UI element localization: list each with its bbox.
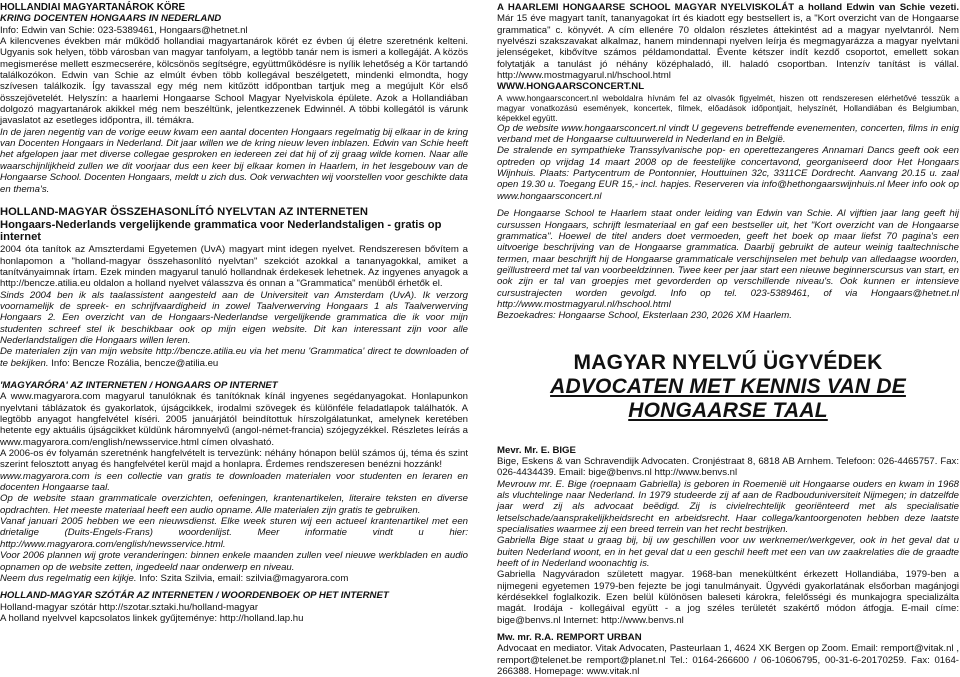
- magyarora-body-nl-4: Voor 2006 plannen wij grote veranderingen: binnen enkele maanden zullen veel nieuwe werkbladen en audio opnamen op de website zetten, ingedeeld naar onderwerp en niveau.: [0, 550, 468, 573]
- concert-body-nl-2: De stralende en sympathieke Transsylvanische pop- en operettezangeres Annamari Dancs geeft ook een optreden op vrijdag 14 maart 2008 op de feestelijke concertavond, georganiseerd door Het Hongaars Wijnhuis. Plaats: Partycentrum de Pontonnier, Houttuinen 32c, 3311CE Dordrecht. Aanvang 20.15 u. zaal open 19.30 u. Toegang EUR 15,- incl. hapjes. Reserveren via info@hethongaarswijnhuis.nl Meer info ook op www.hongaarsconcert.nl: [497, 145, 959, 202]
- lawyer-bige-nl-2: Gabriella Bige staat u graag bij, bij uw geschillen voor uw werknemer/werkgever, ook in het geval dat u buiten Nederland woont, en in het geval dat u een geschil heeft met een van uw zaakrelaties die de graadte heeft of in Nederland woonachtig is.: [497, 535, 959, 570]
- right-column: [497, 2, 959, 677]
- magyarora-body-nl: www.magyarora.com is een collectie van gratis te downloaden materialen voor studenten en leraren en docenten Hongaarse taal.: [0, 470, 468, 494]
- dictionary-link-2[interactable]: A holland nyelvvel kapcsolatos linkek gyűjteménye: http://holland.lap.hu: [0, 612, 304, 624]
- grammar-title-nl: Hongaars-Nederlands vergelijkende grammatica voor Nederlandstaligen - gratis op internet: [0, 218, 442, 244]
- grammar-body-hu: 2004 óta tanítok az Amszterdami Egyetemen (UvA) magyart mint idegen nyelvet. Rendszeresen bővítem a honlapomon a "holland-magyar összehasonlító nyelvtan" szekciót azokkal a tananyagokkal, amiket a tanítványaimnak írtam. Ezek minden magyarul tanuló hollandnak érdekesek lehetnek. Az ingyenes anyagok a http://bencze.atilia.eu oldalon a holland nyelvet válasszva és onnan a "Grammatica" menüből érhetők el.: [0, 244, 468, 290]
- magyarora-body-hu-2: A 2006-os év folyamán szeretnénk hangfelvételt is tervezünk: néhány hónapon belül számos új, téma és szint szerint felosztott anyag és hangfelvétel kerül majd a honlapra. Érdemes rendszeresen benézni hozzánk!: [0, 448, 468, 471]
- concert-body-hu: A www.hongaarsconcert.nl weboldalra hívnám fel az olvasók figyelmét, hiszen ott rendszeresen elérhetővé tesszük a magyar vonatkozású események, koncertek, filmek, előadások időpontjait, helyszínét, Hollandiában és Belgiumban, képekkel együtt.: [497, 92, 959, 123]
- concert-body-nl: Op de website www.hongaarsconcert.nl vindt U gegevens betreffende evenementen, concerten, films in enig verband met de Hongaarse cultuurwereld in Nederland en in België.: [497, 122, 959, 146]
- lawyer-bige-nl: Mevrouw mr. E. Bige (roepnaam Gabriella) is geboren in Roemenië uit Hongaarse ouders en kwam in 1968 als vluchtelinge naar Nederland. In 1979 studeerde zij af aan de Radbouduniversiteit Nijmegen; in datzelfde jaar werd zij als advocaat beëdigd. Zij is civielrechtelijk georiënteerd met als specialisatie letselschade/aansprakelijkheidsrecht en arbeidsrecht. Haar collega/kantoorgenoten hebben deze laatste specialisaties waarmee zij een breed terrein van het recht bestrijken.: [497, 478, 959, 535]
- lawyer-remport-name: Mw. mr. R.A. REMPORT URBAN: [497, 632, 642, 644]
- lawyers-title-hu: MAGYAR NYELVŰ ÜGYVÉDEK: [573, 350, 883, 374]
- lawyer-bige-address: Bige, Eskens & van Schravendijk Advocaten. Cronjéstraat 8, 6818 AB Arnhem. Telefoon: 026-4465757. Fax: 026-4434439. Email: bige@benvs.nl http://www.benvs.nl: [497, 455, 959, 479]
- school-address: Bezoekadres: Hongaarse School, Eksterlaan 230, 2026 XM Haarlem.: [497, 310, 792, 322]
- magyarora-body-nl-3: Vanaf januari 2005 hebben we een nieuwsdienst. Elke week sturen wij een actueel krantenartikel met een drietalige (Duits-Engels-Frans) woordenlijst. Meer informatie vindt u hier: http://www.magyarora.com/english/newsservice.html.: [0, 516, 468, 550]
- kring-body-nl: In de jaren negentig van de vorige eeuw kwam een aantal docenten Hongaars regelmatig bij elkaar in de kring van Docenten Hongaars in Nederland. Dit jaar willen we de kring nieuw leven inblazen. Edwin van Schie heeft het afgelopen jaar met diverse collegae gesproken en iedereen zei dat hij of zij graag wilde komen. Naar alle waarschijnlijkheid zullen we dit voorjaar dus een keer bij elkaar komen in Haarlem, in het lesgebouw van de Hongaarse School. Docenten Hongaars, meldt u zich dus. Ook verwachten wij voorstellen voor geschikte data en thema's.: [0, 126, 468, 195]
- grammar-body-nl: Sinds 2004 ben ik als taalassistent aangesteld aan de Universiteit van Amsterdam (UvA). Ik verzorg voornamelijk de spreek- en schrijfvaardigheid in zowel Taalverwerving Hongaars 1 als Taalverwerving Hongaars 2. Een overzicht van de Hongaars-Nederlandse vergelijkende grammatica die ik voor mijn studenten schreef stel ik beschikbaar ook op mijn eigen website. Dit kan interessant zijn voor alle Nederlandstaligen die Hongaars willen leren.: [0, 289, 468, 346]
- kring-info: Info: Edwin van Schie: 023-5389461, Hongaars@hetnet.nl: [0, 24, 248, 36]
- lawyer-remport-body: Advocaat en mediator. Vitak Advocaten, Pasteurlaan 1, 4624 XK Bergen op Zoom. Email: remport@vitak.nl , remport@telenet.be remport@planet.nl Tel.: 0164-266600 / 06-10606795, 00-31-6-20170259. Fax: 0164-266388. Homepage: www.vitak.nl: [497, 643, 959, 677]
- school-body-nl: De Hongaarse School te Haarlem staat onder leiding van Edwin van Schie. Al vijftien jaar lang geeft hij cursussen Hongaars, schrijft lesmateriaal en gaf een bestseller uit, het "Kort overzicht van de Hongaarse grammatica". Hoewel de titel anders doet vermoeden, geeft het boek op maar liefst 70 pagina's een uitvoerige beschrijving van de Hongaarse grammatica. Daarbij gebruikt de auteur weinig taaltechnische termen, maar beschrijft hij de Hongaarse grammaticale verschijnselen met behulp van alledaagse woorden, geïllustreerd met tal van voorbeeldzinnen. Twee keer per jaar start een nieuwe beginnerscursus van start, en ook zijn er tal van groepjes met gevorderden op verschillende niveau's. Ook kunnen er intensieve cursustrajecten worden gevolgd. Info op tel. 023-5389461, of via Hongaars@hetnet.nl http://www.mostmagyarul.nl/hschool.html: [497, 208, 959, 310]
- kring-subtitle: KRING DOCENTEN HONGAARS IN NEDERLAND: [0, 13, 222, 25]
- grammar-links-nl: De materialen zijn van mijn website http://bencze.atilia.eu via het menu 'Grammatica' direct te downloaden of te bekijken. Info: Bencze Rozália, bencze@atilia.eu: [0, 346, 468, 369]
- kring-body-hu: A kilencvenes években már működő hollandiai magyartanárok körét ez évben új életre szeretnénk kelteni. Ugyanis sok helyen, több városban van magyar tanfolyam, a legtöbb tanár nem is ismeri a kollegáját. A közös megismerése mellett eszmecserére, kölcsönös segítségre, együttműködésre is nyílik lehetőség a Kör tartandó találkozókon. Edwin van Schie az elmúlt évben több kollegával beszélgetett, mindenki elmondta, hogy szívesen találkozik. Így tavasszal egy még nem kitűzött időpontban tartjuk meg a megújult Kör első összejövetelét. Helyszín: a haarlemi Hongaarse School Magyar Nyelviskola épülete. Azok a Hollandiában dolgozó magyartanárok akikkel még nem beszéltünk, jelentkezzenek Edwinnél. A többi kollegától is várunk javaslatot az esetleges időpontra, ill. témákra.: [0, 36, 468, 127]
- magyarora-title: 'MAGYARÓRA' AZ INTERNETEN / HONGAARS OP INTERNET: [0, 380, 278, 392]
- magyarora-info: Info: Szita Szilvia, email: szilvia@magyarora.com: [139, 572, 349, 584]
- grammar-info: Info: Bencze Rozália, bencze@atilia.eu: [51, 357, 219, 369]
- dictionary-link-1[interactable]: Holland-magyar szótár http://szotar.sztaki.hu/holland-magyar: [0, 601, 259, 613]
- lawyers-title-nl: ADVOCATEN MET KENNIS VAN DE HONGAARSE TAAL: [550, 374, 906, 422]
- magyarora-body-nl-2: Op de website staan grammaticale overzichten, oefeningen, krantenartikelen, literaire teksten en diverse opdrachten. Het meeste materiaal heeft een audio opname. Alle materialen zijn gratis te gebruiken.: [0, 493, 468, 516]
- lawyer-bige-name: Mevr. Mr. E. BIGE: [497, 444, 576, 456]
- haarlem-title: A HAARLEMI HONGAARSE SCHOOL MAGYAR NYELVISKOLÁT a holland Edwin van Schie vezeti. Már 15 éve magyart tanít, tananyagokat írt és kiadott egy bestsellert is, a "Kort overzicht van de Hongaarse grammatica" c. könyvét. A cím ellenére 70 oldalon részletes áttekintést ad a magyar nyelvtanról. Nem nyelvészi szakszavakat alkalmaz, hanem mindennapi nyelven leírja és megmagyarázza a magyar nyelvtani jelenségeket, kibővítve számos példamondattal. Évente kétszer indít kezdő csoportot, emellett sokan folytatják a tanulást jó néhány középhaladó, ill. haladó csoportban. Intenzív tanítást is vállal. http://www.mostmagyarul.nl/hschool.html: [497, 2, 959, 82]
- lawyer-bige-hu: Gabriella Nagyváradon született magyar. 1968-ban menekültként érkezett Hollandiába, 1979-ben a nijmegeni egyetemen 1979-ben fejezte be jogi tanulmányait. Ügyvédi gyakorlatának elsőorban magánjogi kérdésekkel foglalkozik. Ezen belül különösen baleseti károkra, felelősségi és munkajogra specializálta magát. Irodája - kollegáival együtt - a jog széles területét szakértő módon átfogja. E-mail címe: bige@benvs.nl Internet: http://www.benvs.nl: [497, 569, 959, 626]
- magyarora-info-line: Neem dus regelmatig een kijkje. Info: Szita Szilvia, email: szilvia@magyarora.com: [0, 572, 349, 584]
- magyarora-body-hu: A www.magyarora.com magyarul tanulóknak és tanítóknak kínál ingyenes segédanyagokat. Honlapunkon nyelvtani táblázatok és gyakorlatok, újságcikkek, irodalmi szövegek és különféle feladatlapok találhatók. A legtöbb anyagot hangfelvétel kíséri. 2005 januárjától beindítottuk hírszolgálatunkat, amelynek keretében hetente egy aktuális újságcikket küldünk háromnyelvű (angol-német-francia) szójegyzékkel. Részletes leírás a www.magyarora.com/english/newsservice.html címen olvasható.: [0, 391, 468, 448]
- left-column: [0, 2, 468, 624]
- grammar-title-hu: HOLLAND-MAGYAR ÖSSZEHASONLÍTÓ NYELVTAN AZ INTERNETEN: [0, 205, 368, 218]
- concert-url-heading[interactable]: WWW.HONGAARSCONCERT.NL: [497, 81, 645, 93]
- dictionary-title: HOLLAND-MAGYAR SZÓTÁR AZ INTERNETEN / WOORDENBOEK OP HET INTERNET: [0, 590, 389, 602]
- kring-title: HOLLANDIAI MAGYARTANÁROK KÖRE: [0, 2, 186, 13]
